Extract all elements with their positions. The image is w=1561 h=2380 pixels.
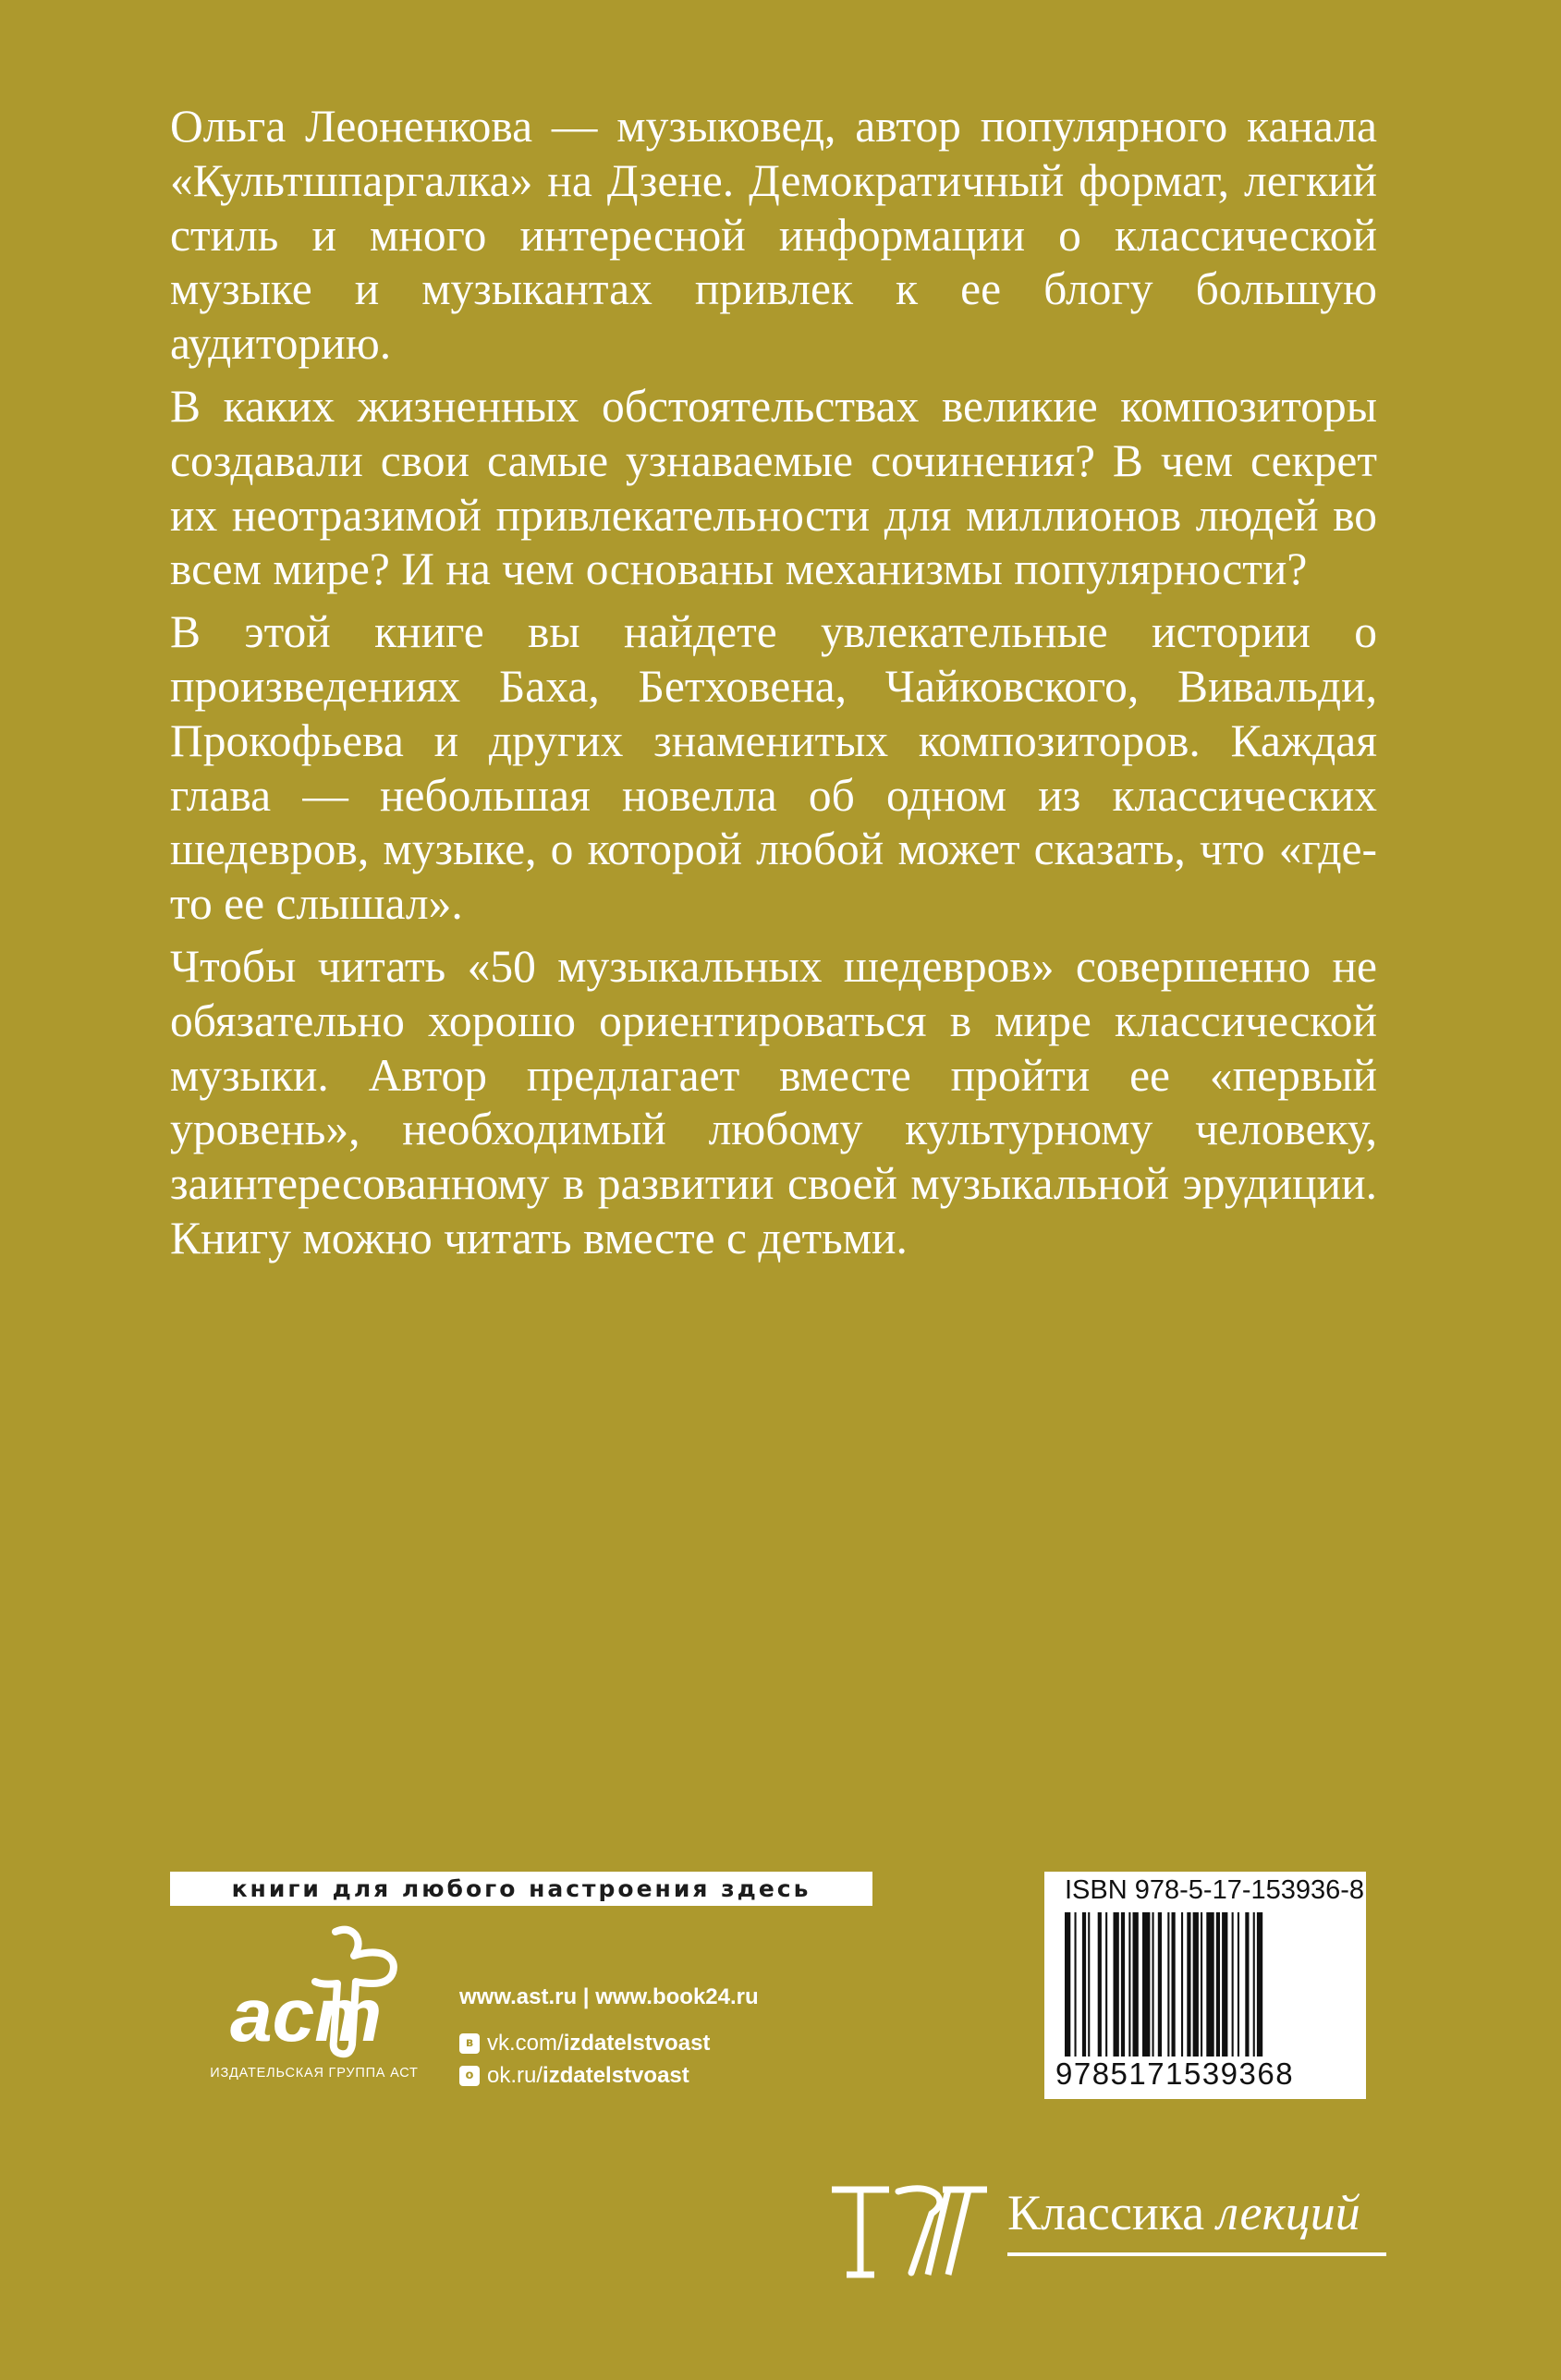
- barcode-bar: [1257, 1912, 1262, 2057]
- barcode: [1065, 1912, 1349, 2060]
- website-links[interactable]: [459, 1981, 759, 2013]
- publisher-logo: [189, 1922, 439, 2098]
- series-mark-icon: [823, 2177, 998, 2288]
- barcode-bar: [1128, 1912, 1130, 2057]
- barcode-bar: [1152, 1912, 1154, 2057]
- barcode-digits: 9785171539368: [1055, 2057, 1295, 2091]
- blurb-text: [170, 100, 1377, 1275]
- blurb-paragraph-2: В каких жизненных обстоятельствах великие композиторы создавали свои самые узнаваемые сочинения? В чем секрет их неотразимой привлекательности для миллионов людей во всем мире? И на чем основаны механизмы популярности?: [170, 380, 1377, 595]
- blurb-paragraph-1: Ольга Леоненкова — музыковед, автор популярного канала «Культшпаргалка» на Дзене. Демократичный формат, легкий стиль и много интересной информации о классической музыке и музыкантах привлек к ее блогу большую аудиторию.: [170, 101, 1377, 370]
- tagline-bar: [170, 1872, 872, 1906]
- logo-letters: аст: [230, 1973, 383, 2057]
- publisher-links: [459, 1981, 759, 2092]
- barcode-bar: [1075, 1912, 1077, 2057]
- series-rule: [1007, 2252, 1386, 2256]
- vk-icon: в: [459, 2033, 480, 2054]
- barcode-bar: [1201, 1912, 1202, 2057]
- barcode-bar: [1121, 1912, 1125, 2057]
- blurb-paragraph-4: Чтобы читать «50 музыкальных шедевров» совершенно не обязательно хорошо ориентироваться в мире классической музыки. Автор предлагает вместе пройти ее «первый уровень», необходимый любому культурному человеку, заинтересованному в развитии своей музыкальной эрудиции. Книгу можно читать вместе с детьми.: [170, 940, 1377, 1263]
- barcode-bar: [1245, 1912, 1249, 2057]
- barcode-bar: [1181, 1912, 1183, 2057]
- vk-link-prefix[interactable]: vk.com/: [487, 2030, 564, 2056]
- barcode-bar: [1133, 1912, 1139, 2057]
- ok-link-handle[interactable]: izdatelstvoast: [543, 2062, 689, 2088]
- barcode-bar: [1082, 1912, 1086, 2057]
- barcode-bar: [1158, 1912, 1162, 2057]
- barcode-bar: [1216, 1912, 1220, 2057]
- ok-icon: о: [459, 2066, 480, 2086]
- blurb-paragraph-3: В этой книге вы найдете увлекательные истории о произведениях Баха, Бетховена, Чайковского, Вивальди, Прокофьева и других знаменитых композиторов. Каждая глава — небольшая новелла об одном из классических шедевров, музыке, о которой любой может сказать, что «где-то ее слышал».: [170, 606, 1377, 930]
- series-title-plain: Классика: [1007, 2185, 1217, 2240]
- barcode-bar: [1172, 1912, 1176, 2057]
- series-title: [1007, 2184, 1360, 2241]
- barcode-bar: [1238, 1912, 1239, 2057]
- series-title-italic: лекций: [1216, 2185, 1360, 2240]
- barcode-bar: [1222, 1912, 1227, 2057]
- barcode-bar: [1142, 1912, 1150, 2057]
- isbn-label: ISBN 978-5-17-153936-8: [1065, 1875, 1365, 1905]
- isbn-barcode-box: [1044, 1872, 1366, 2099]
- barcode-bar: [1232, 1912, 1234, 2057]
- ok-link[interactable]: [459, 2059, 759, 2092]
- vk-link[interactable]: [459, 2027, 759, 2059]
- barcode-bar: [1206, 1912, 1213, 2057]
- barcode-bar: [1065, 1912, 1070, 2057]
- barcode-bar: [1098, 1912, 1102, 2057]
- tagline-text: книги для любого настроения здесь: [231, 1875, 811, 1902]
- ast-logo: [226, 1922, 411, 2061]
- barcode-bar: [1167, 1912, 1169, 2057]
- barcode-bar: [1114, 1912, 1119, 2057]
- barcode-bar: [1253, 1912, 1255, 2057]
- barcode-bar: [1105, 1912, 1107, 2057]
- ok-link-prefix[interactable]: ok.ru/: [487, 2062, 543, 2088]
- website-links-text[interactable]: www.ast.ru | www.book24.ru: [459, 1983, 759, 2009]
- publisher-caption: ИЗДАТЕЛЬСКАЯ ГРУППА АСТ: [210, 2066, 419, 2081]
- barcode-bar: [1193, 1912, 1199, 2057]
- barcode-bar: [1187, 1912, 1190, 2057]
- vk-link-handle[interactable]: izdatelstvoast: [563, 2030, 711, 2056]
- series-logo: [823, 2177, 1488, 2288]
- barcode-bar: [1088, 1912, 1090, 2057]
